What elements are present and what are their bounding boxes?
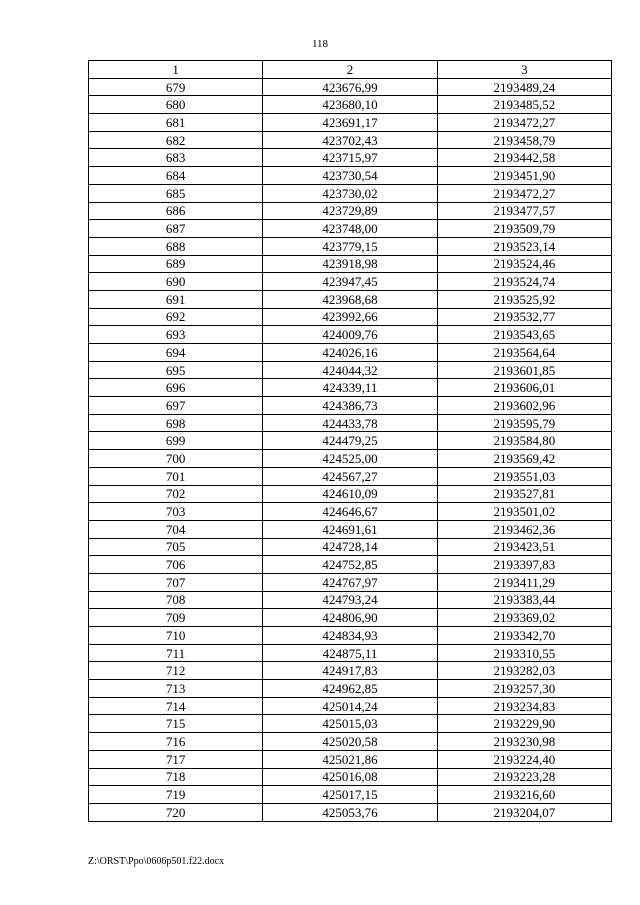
page-number: 118 [311,38,329,50]
table-cell-col-2: 424433,78 [263,414,437,432]
table-body [89,78,612,821]
table-cell-col-3: 2193458,79 [437,131,611,149]
table-cell-col-3: 2193397,83 [437,556,611,574]
table-cell-col-2: 424752,85 [263,556,437,574]
table-cell-col-3: 2193523,14 [437,237,611,255]
table-cell-col-2: 423947,45 [263,273,437,291]
table-cell-col-3: 2193601,85 [437,361,611,379]
table-cell-col-2: 424793,24 [263,591,437,609]
table-cell-col-1: 686 [89,202,263,220]
table-cell-col-3: 2193383,44 [437,591,611,609]
table-cell-col-2: 424567,27 [263,467,437,485]
table-row [89,803,612,821]
table-cell-col-1: 705 [89,538,263,556]
table-row [89,627,612,645]
table-cell-col-3: 2193342,70 [437,627,611,645]
table-cell-col-2: 424009,76 [263,326,437,344]
table-cell-col-1: 702 [89,485,263,503]
table-row [89,450,612,468]
table-cell-col-1: 693 [89,326,263,344]
table-cell-col-2: 425017,15 [263,786,437,804]
table-cell-col-1: 713 [89,680,263,698]
table-cell-col-3: 2193524,74 [437,273,611,291]
table-cell-col-1: 714 [89,697,263,715]
table-row [89,237,612,255]
table-row [89,768,612,786]
table-row [89,733,612,751]
table-cell-col-2: 425053,76 [263,803,437,821]
table-cell-col-3: 2193472,27 [437,184,611,202]
table-row [89,220,612,238]
table-cell-col-2: 424610,09 [263,485,437,503]
table-cell-col-2: 424728,14 [263,538,437,556]
table-cell-col-1: 707 [89,573,263,591]
table-cell-col-2: 423715,97 [263,149,437,167]
table-cell-col-1: 717 [89,750,263,768]
table-cell-col-3: 2193216,60 [437,786,611,804]
table-cell-col-2: 423748,00 [263,220,437,238]
table-cell-col-2: 424875,11 [263,644,437,662]
table-cell-col-3: 2193543,65 [437,326,611,344]
table-cell-col-2: 424646,67 [263,503,437,521]
table-cell-col-3: 2193472,27 [437,114,611,132]
table-cell-col-2: 424917,83 [263,662,437,680]
table-cell-col-3: 2193257,30 [437,680,611,698]
table-cell-col-1: 689 [89,255,263,273]
column-header-2: 2 [263,61,437,79]
table-row [89,414,612,432]
table-cell-col-2: 424044,32 [263,361,437,379]
table-cell-col-3: 2193224,40 [437,750,611,768]
table-cell-col-1: 682 [89,131,263,149]
table-cell-col-1: 698 [89,414,263,432]
table-cell-col-3: 2193564,64 [437,344,611,362]
table-row [89,503,612,521]
table-cell-col-3: 2193525,92 [437,290,611,308]
table-cell-col-1: 697 [89,397,263,415]
table-row [89,379,612,397]
table-row [89,644,612,662]
table-cell-col-1: 719 [89,786,263,804]
table-cell-col-3: 2193584,80 [437,432,611,450]
table-cell-col-1: 692 [89,308,263,326]
column-header-3: 3 [437,61,611,79]
table-cell-col-2: 425015,03 [263,715,437,733]
table-cell-col-1: 688 [89,237,263,255]
table-row [89,131,612,149]
table-cell-col-3: 2193569,42 [437,450,611,468]
table-cell-col-1: 699 [89,432,263,450]
table-cell-col-3: 2193602,96 [437,397,611,415]
table-row [89,344,612,362]
table-cell-col-2: 424479,25 [263,432,437,450]
table-cell-col-2: 423779,15 [263,237,437,255]
table-cell-col-3: 2193230,98 [437,733,611,751]
table-cell-col-2: 425014,24 [263,697,437,715]
table-row [89,202,612,220]
table-row [89,167,612,185]
table-cell-col-3: 2193489,24 [437,78,611,96]
table-cell-col-2: 423730,02 [263,184,437,202]
table-cell-col-1: 685 [89,184,263,202]
table-row [89,750,612,768]
table-cell-col-2: 423729,89 [263,202,437,220]
table-cell-col-2: 424525,00 [263,450,437,468]
table-row [89,485,612,503]
table-row [89,538,612,556]
table-cell-col-1: 709 [89,609,263,627]
table-cell-col-3: 2193509,79 [437,220,611,238]
table-cell-col-3: 2193527,81 [437,485,611,503]
table-cell-col-3: 2193229,90 [437,715,611,733]
footer-file-path: Z:\ORST\Ppo\0606p501.f22.docx [88,856,225,867]
table-cell-col-3: 2193477,57 [437,202,611,220]
table-cell-col-1: 681 [89,114,263,132]
table-cell-col-2: 423702,43 [263,131,437,149]
table-cell-col-3: 2193606,01 [437,379,611,397]
table-row [89,149,612,167]
table-cell-col-3: 2193551,03 [437,467,611,485]
table-row [89,520,612,538]
table-cell-col-3: 2193204,07 [437,803,611,821]
table-row [89,96,612,114]
table-cell-col-2: 424767,97 [263,573,437,591]
table-cell-col-1: 710 [89,627,263,645]
coordinates-table [88,60,612,822]
column-header-1: 1 [89,61,263,79]
table-cell-col-1: 687 [89,220,263,238]
table-cell-col-2: 424026,16 [263,344,437,362]
table-cell-col-2: 424691,61 [263,520,437,538]
table-cell-col-2: 423992,66 [263,308,437,326]
table-row [89,786,612,804]
table-cell-col-1: 679 [89,78,263,96]
table-row [89,662,612,680]
table-cell-col-1: 695 [89,361,263,379]
table-cell-col-1: 691 [89,290,263,308]
table-row [89,556,612,574]
table-cell-col-2: 423680,10 [263,96,437,114]
table-cell-col-1: 718 [89,768,263,786]
table-row [89,697,612,715]
table-row [89,609,612,627]
table-cell-col-3: 2193442,58 [437,149,611,167]
table-cell-col-1: 715 [89,715,263,733]
table-cell-col-2: 423730,54 [263,167,437,185]
table-cell-col-2: 423918,98 [263,255,437,273]
table-cell-col-2: 424806,90 [263,609,437,627]
table-cell-col-2: 425020,58 [263,733,437,751]
table-row [89,273,612,291]
table-cell-col-1: 683 [89,149,263,167]
table-cell-col-1: 706 [89,556,263,574]
table-cell-col-1: 712 [89,662,263,680]
table-cell-col-1: 701 [89,467,263,485]
table-cell-col-2: 424834,93 [263,627,437,645]
table-cell-col-1: 708 [89,591,263,609]
table-cell-col-2: 424962,85 [263,680,437,698]
table-cell-col-3: 2193223,28 [437,768,611,786]
table-cell-col-1: 703 [89,503,263,521]
table-cell-col-1: 700 [89,450,263,468]
table-row [89,326,612,344]
table-cell-col-1: 690 [89,273,263,291]
table-cell-col-1: 696 [89,379,263,397]
table-cell-col-3: 2193595,79 [437,414,611,432]
header-row [89,61,612,79]
table-cell-col-1: 711 [89,644,263,662]
table-cell-col-1: 694 [89,344,263,362]
table-cell-col-2: 424339,11 [263,379,437,397]
table-cell-col-3: 2193234,83 [437,697,611,715]
table-row [89,78,612,96]
table-row [89,573,612,591]
table-row [89,255,612,273]
table-row [89,361,612,379]
table-cell-col-3: 2193524,46 [437,255,611,273]
table-row [89,308,612,326]
table-header [89,61,612,79]
table-cell-col-2: 423676,99 [263,78,437,96]
table-cell-col-1: 680 [89,96,263,114]
table-cell-col-2: 425021,86 [263,750,437,768]
table-row [89,715,612,733]
table-cell-col-3: 2193423,51 [437,538,611,556]
table-cell-col-2: 423968,68 [263,290,437,308]
table-cell-col-2: 424386,73 [263,397,437,415]
table-row [89,114,612,132]
table-cell-col-3: 2193369,02 [437,609,611,627]
table-cell-col-3: 2193310,55 [437,644,611,662]
table-cell-col-3: 2193462,36 [437,520,611,538]
table-row [89,397,612,415]
table-cell-col-3: 2193532,77 [437,308,611,326]
table-cell-col-1: 716 [89,733,263,751]
table-cell-col-2: 425016,08 [263,768,437,786]
table-cell-col-1: 720 [89,803,263,821]
table-row [89,290,612,308]
table-cell-col-3: 2193501,02 [437,503,611,521]
table-row [89,432,612,450]
table-row [89,680,612,698]
table-row [89,467,612,485]
table-cell-col-1: 684 [89,167,263,185]
table-cell-col-2: 423691,17 [263,114,437,132]
table-cell-col-3: 2193411,29 [437,573,611,591]
table-row [89,591,612,609]
table-cell-col-3: 2193451,90 [437,167,611,185]
table-cell-col-3: 2193282,03 [437,662,611,680]
table-row [89,184,612,202]
table-cell-col-1: 704 [89,520,263,538]
table-cell-col-3: 2193485,52 [437,96,611,114]
